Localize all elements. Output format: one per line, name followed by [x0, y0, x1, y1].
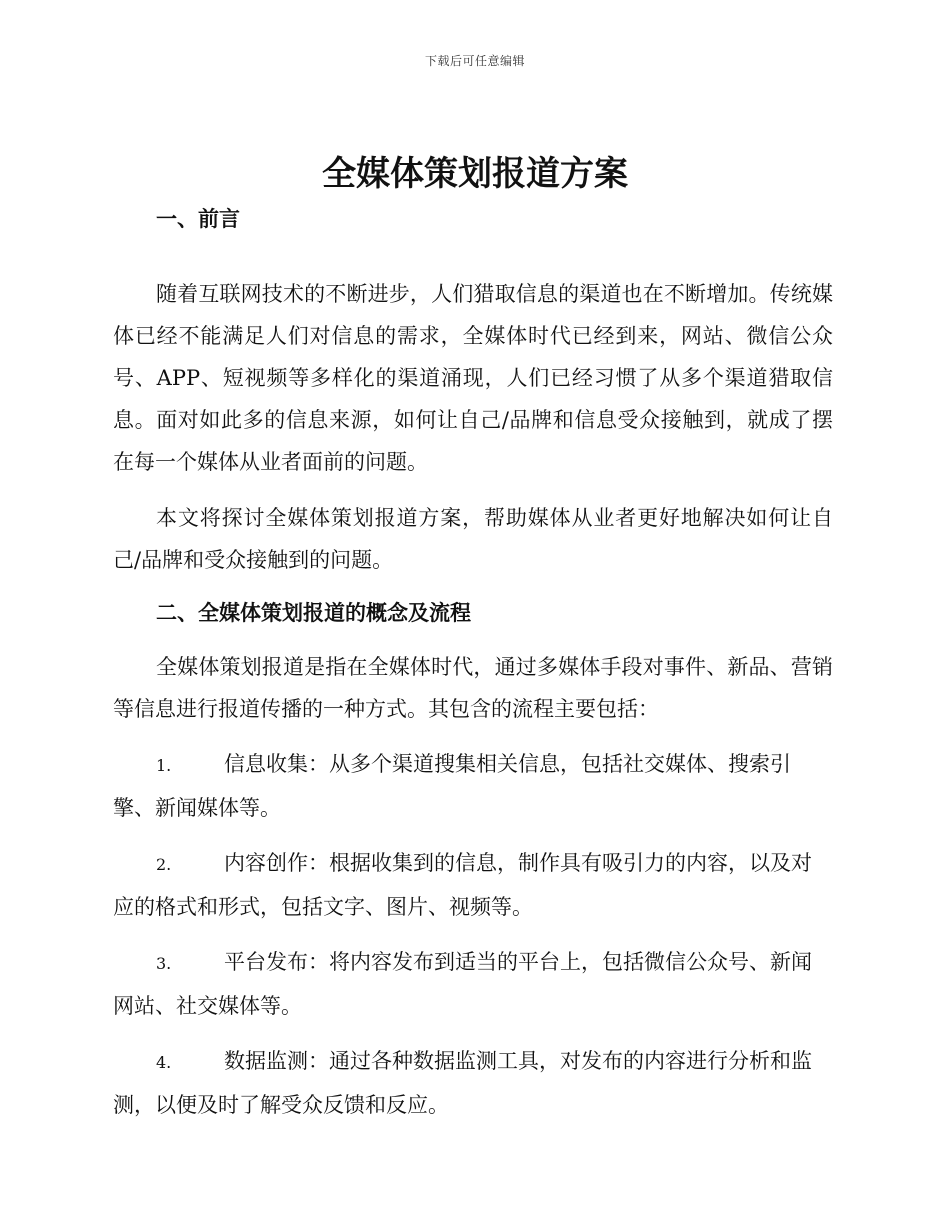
list-item-4: [113, 1040, 833, 1126]
list-item-2: [113, 842, 833, 928]
section-heading-intro: 一、前言: [156, 207, 240, 231]
list-item-1: [113, 743, 833, 829]
intro-paragraph-2: 本文将探讨全媒体策划报道方案，帮助媒体从业者更好地解决如何让自己/品牌和受众接触到的问题。: [113, 506, 833, 572]
list-text-continued: 测，以便及时了解受众反馈和反应。: [113, 1093, 449, 1117]
list-item-3: [113, 941, 833, 1027]
page-title: 全媒体策划报道方案: [322, 154, 628, 194]
section-heading-concept: 二、全媒体策划报道的概念及流程: [156, 601, 471, 625]
list-number: 1.: [156, 756, 172, 775]
intro-paragraph-1: 随着互联网技术的不断进步，人们猎取信息的渠道也在不断增加。传统媒体已经不能满足人们对信息的需求，全媒体时代已经到来，网站、微信公众号、APP、短视频等多样化的渠道涌现，人们已经习惯了从多个渠道猎取信息。面对如此多的信息来源，如何让自己/品牌和信息受众接触到，就成了摆在每一个媒体从业者面前的问题。: [113, 282, 833, 474]
list-text-continued: 网站、社交媒体等。: [113, 994, 302, 1018]
list-number: 4.: [156, 1053, 172, 1072]
list-text: 内容创作：根据收集到的信息，制作具有吸引力的内容，以及对: [224, 851, 812, 875]
concept-paragraph: 全媒体策划报道是指在全媒体时代，通过多媒体手段对事件、新品、营销等信息进行报道传播的一种方式。其包含的流程主要包括：: [113, 655, 833, 721]
list-text: 信息收集：从多个渠道搜集相关信息，包括社交媒体、搜索引: [224, 752, 791, 776]
header-note: 下载后可任意编辑: [424, 54, 525, 68]
list-text: 平台发布：将内容发布到适当的平台上，包括微信公众号、新闻: [224, 950, 812, 974]
list-text-continued: 擎、新闻媒体等。: [113, 796, 281, 820]
list-number: 3.: [156, 954, 172, 973]
list-text: 数据监测：通过各种数据监测工具，对发布的内容进行分析和监: [224, 1049, 812, 1073]
document-body: [113, 198, 833, 1126]
list-text-continued: 应的格式和形式，包括文字、图片、视频等。: [113, 895, 533, 919]
list-number: 2.: [156, 855, 172, 874]
